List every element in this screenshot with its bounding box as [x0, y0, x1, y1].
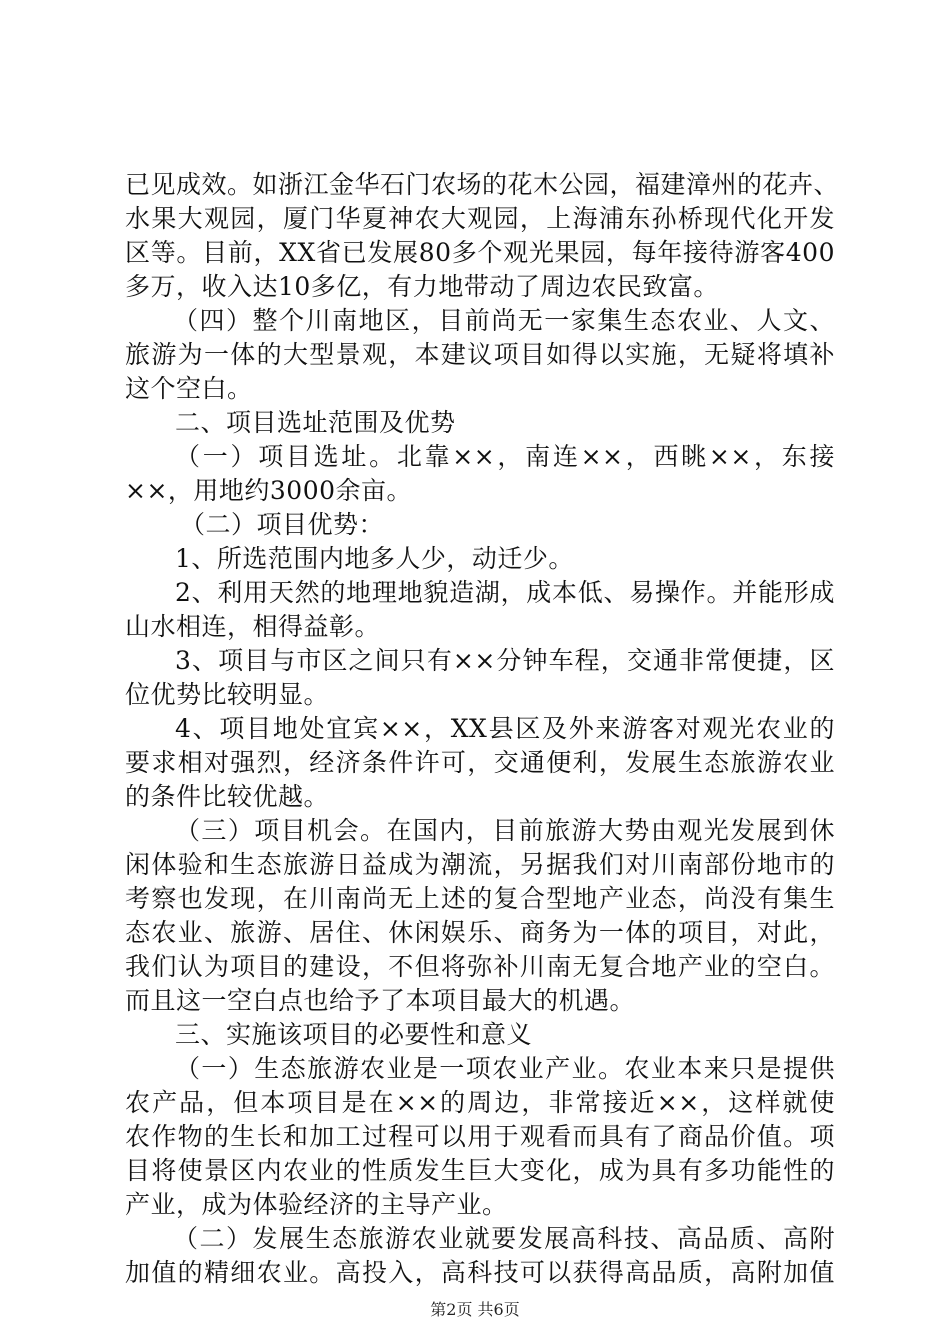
text-line: 农产品，但本项目是在××的周边，非常接近××，这样就使	[125, 1088, 835, 1117]
text-line: （一）项目选址。北靠××，南连××，西眺××，东接	[175, 442, 835, 471]
document-body	[125, 168, 840, 1290]
text-line: 2、利用天然的地理地貌造湖，成本低、易操作。并能形成	[175, 578, 835, 607]
text-line: 多万，收入达10多亿，有力地带动了周边农民致富。	[125, 272, 719, 301]
text-line: 要求相对强烈，经济条件许可，交通便利，发展生态旅游农业	[125, 748, 835, 777]
text-line: 位优势比较明显。	[125, 680, 330, 709]
text-line: 3、项目与市区之间只有××分钟车程，交通非常便捷，区	[175, 646, 835, 675]
text-line: 而且这一空白点也给予了本项目最大的机遇。	[125, 986, 636, 1015]
text-line: 1、所选范围内地多人少，动迁少。	[175, 544, 574, 573]
text-line: 这个空白。	[125, 374, 253, 403]
section-heading: 二、项目选址范围及优势	[175, 408, 456, 437]
text-line: 已见成效。如浙江金华石门农场的花木公园，福建漳州的花卉、	[125, 170, 840, 199]
text-line: 考察也发现，在川南尚无上述的复合型地产业态，尚没有集生	[125, 884, 835, 913]
text-line: ××，用地约3000余亩。	[125, 476, 413, 505]
text-line: 的条件比较优越。	[125, 782, 330, 811]
text-line: 产业，成为体验经济的主导产业。	[125, 1190, 508, 1219]
text-line: 旅游为一体的大型景观，本建议项目如得以实施，无疑将填补	[125, 340, 835, 369]
text-line: 山水相连，相得益彰。	[125, 612, 381, 641]
section-heading: 三、实施该项目的必要性和意义	[175, 1020, 533, 1049]
text-line: 态农业、旅游、居住、休闲娱乐、商务为一体的项目，对此，	[125, 918, 835, 947]
text-line: （四）整个川南地区，目前尚无一家集生态农业、人文、	[173, 306, 835, 335]
text-line: 加值的精细农业。高投入，高科技可以获得高品质，高附加值	[125, 1258, 835, 1287]
text-line: （一）生态旅游农业是一项农业产业。农业本来只是提供	[175, 1054, 835, 1083]
text-line: 目将使景区内农业的性质发生巨大变化，成为具有多功能性的	[125, 1156, 835, 1185]
text-line: （二）项目优势：	[180, 510, 385, 539]
text-line: 闲体验和生态旅游日益成为潮流，另据我们对川南部份地市的	[125, 850, 835, 879]
page-number-footer: 第2页 共6页	[430, 1300, 520, 1319]
text-line: 农作物的生长和加工过程可以用于观看而具有了商品价值。项	[125, 1122, 835, 1151]
text-line: 水果大观园，厦门华夏神农大观园，上海浦东孙桥现代化开发	[125, 204, 835, 233]
text-line: （三）项目机会。在国内，目前旅游大势由观光发展到休	[175, 816, 835, 845]
text-line: 4、项目地处宜宾××，XX县区及外来游客对观光农业的	[175, 714, 835, 743]
text-line: 区等。目前，XX省已发展80多个观光果园，每年接待游客400	[125, 238, 835, 267]
text-line: （二）发展生态旅游农业就要发展高科技、高品质、高附	[173, 1224, 835, 1253]
text-line: 我们认为项目的建设，不但将弥补川南无复合地产业的空白。	[125, 952, 835, 981]
